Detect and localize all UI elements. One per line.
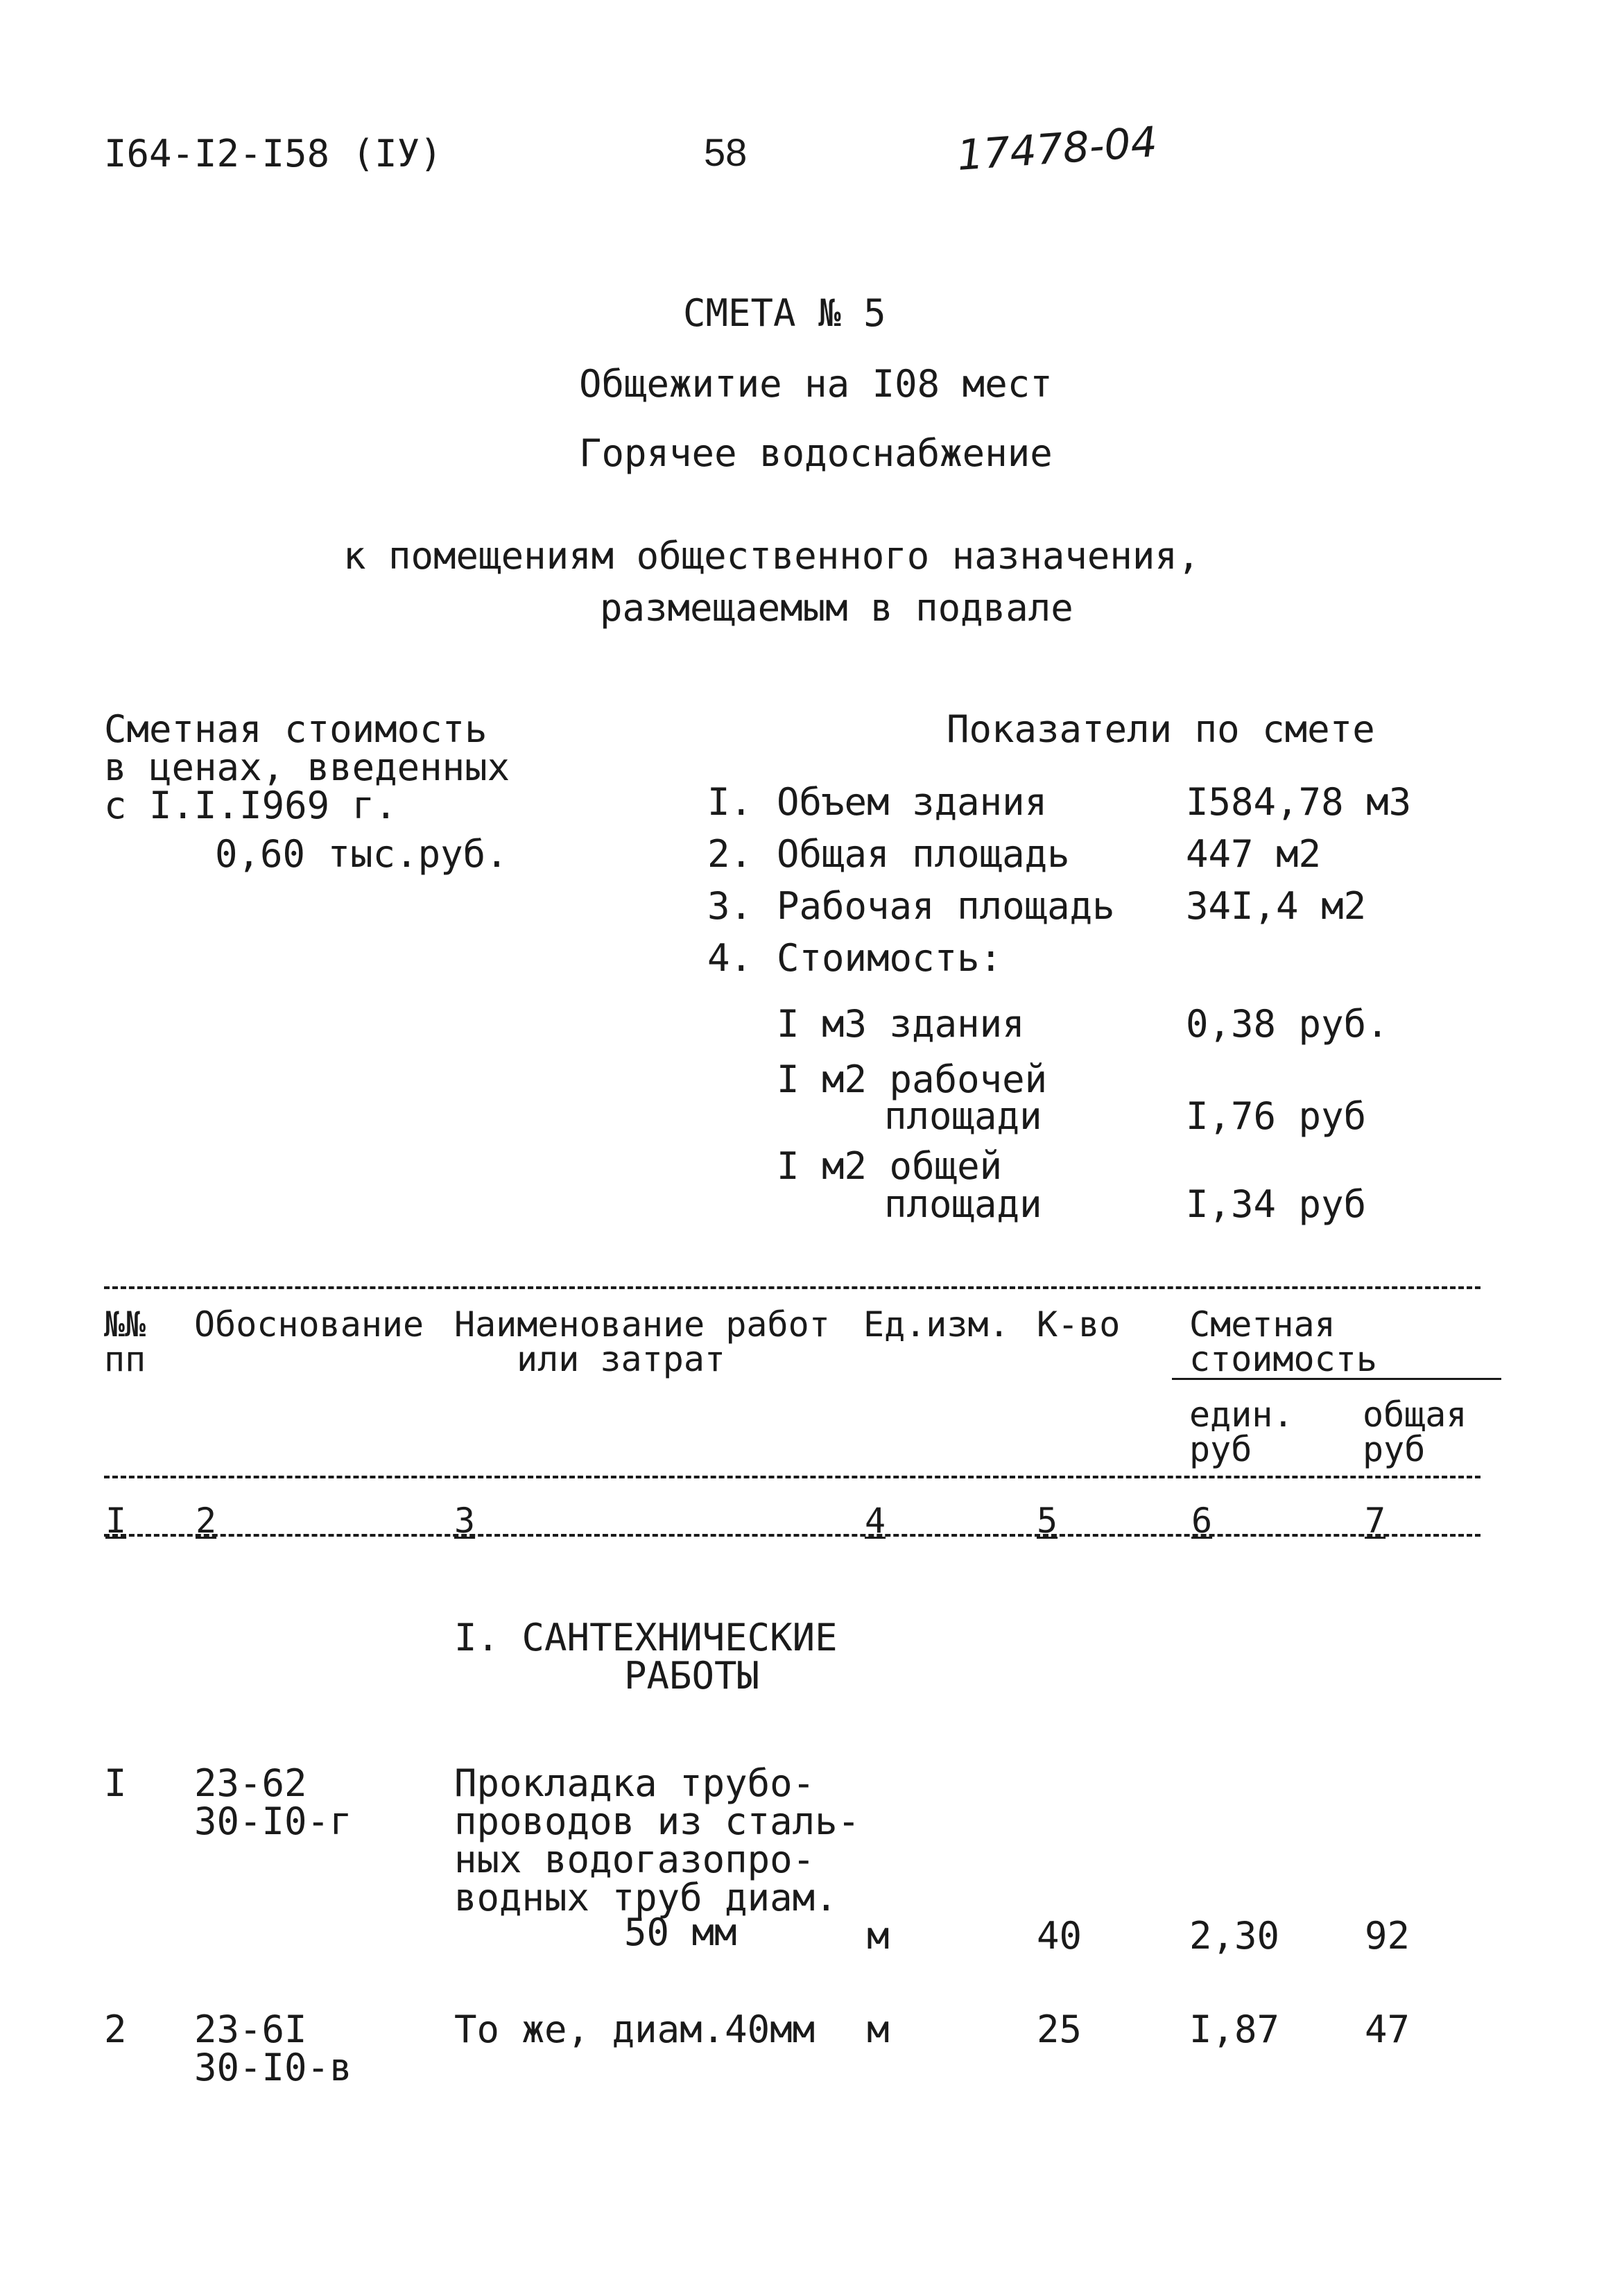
- cost-line-3: с I.I.I969 г.: [104, 784, 397, 827]
- scope-line-2: размещаемым в подвале: [600, 586, 1073, 630]
- row-qty: 40: [1037, 1914, 1082, 1958]
- row-num: 2: [104, 2008, 127, 2051]
- sub-indicator-label-2: площади: [884, 1182, 1042, 1226]
- col-header-name-1: Наименование работ: [454, 1304, 830, 1345]
- row-basis: 23-62: [194, 1761, 307, 1805]
- section-heading-2: РАБОТЫ: [624, 1654, 760, 1698]
- row-name: проводов из сталь-: [454, 1799, 861, 1843]
- page-number: 58: [704, 130, 748, 174]
- row-total-cost: 47: [1365, 2008, 1410, 2051]
- column-number: 5: [1037, 1501, 1058, 1541]
- table-top-rule: [104, 1286, 1481, 1289]
- row-name: Прокладка трубо-: [454, 1761, 815, 1805]
- col-header-cost-2: стоимость: [1189, 1339, 1377, 1379]
- col-header-num-2: пп: [104, 1339, 146, 1379]
- indicator-value: 447 м2: [1186, 832, 1322, 876]
- sub-indicator-label: I м2 рабочей: [777, 1058, 1048, 1101]
- object-title: Общежитие на I08 мест: [579, 362, 1053, 406]
- doc-code: I64-I2-I58 (IУ): [104, 132, 442, 175]
- column-number: 2: [196, 1501, 217, 1541]
- column-number: 7: [1365, 1501, 1386, 1541]
- sub-indicator-label-2: площади: [884, 1094, 1042, 1138]
- section-heading-1: I. САНТЕХНИЧЕСКИЕ: [454, 1616, 838, 1659]
- row-unit: м: [867, 1914, 890, 1958]
- column-number: 4: [865, 1501, 886, 1541]
- cost-value: 0,60 тыс.руб.: [215, 832, 508, 876]
- column-number: 6: [1191, 1501, 1213, 1541]
- indicators-heading: Показатели по смете: [947, 707, 1375, 751]
- sub-indicator-value: I,76 руб: [1186, 1094, 1367, 1138]
- row-name: То же, диам.40мм: [454, 2008, 815, 2051]
- row-name: ных водогазопро-: [454, 1838, 815, 1881]
- col-header-basis: Обоснование: [194, 1304, 424, 1345]
- col-header-qty: К-во: [1037, 1304, 1121, 1345]
- indicator-num: 4.: [707, 936, 753, 980]
- indicator-label: Рабочая площадь: [777, 884, 1115, 928]
- column-number: 3: [454, 1501, 476, 1541]
- estimate-title: СМЕТА № 5: [683, 291, 886, 335]
- column-numbers-rule: [104, 1534, 1481, 1537]
- cost-line-2: в ценах, введенных: [104, 745, 510, 789]
- row-basis: 30-I0-г: [194, 1799, 352, 1843]
- col-header-unit-cost-1: един.: [1189, 1395, 1294, 1435]
- table-header-rule: [104, 1476, 1481, 1478]
- indicator-num: 2.: [707, 832, 753, 876]
- row-unit-cost: 2,30: [1189, 1914, 1280, 1958]
- row-basis: 23-6I: [194, 2008, 307, 2051]
- sub-indicator-label: I м2 общей: [777, 1144, 1003, 1188]
- column-number: I: [105, 1501, 127, 1541]
- row-name: водных труб диам.: [454, 1876, 838, 1919]
- col-header-num-1: №№: [104, 1304, 146, 1345]
- indicator-num: I.: [707, 780, 753, 824]
- col-header-cost-1: Сметная: [1189, 1304, 1336, 1345]
- indicator-value: 34I,4 м2: [1186, 884, 1367, 928]
- row-qty: 25: [1037, 2008, 1082, 2051]
- system-title: Горячее водоснабжение: [579, 431, 1053, 475]
- col-header-total-cost-1: общая: [1363, 1395, 1467, 1435]
- row-num: I: [104, 1761, 127, 1805]
- col-header-name-2: или затрат: [517, 1339, 726, 1379]
- row-unit: м: [867, 2008, 890, 2051]
- sub-indicator-label: I м3 здания: [777, 1002, 1025, 1046]
- cost-header-underline: [1172, 1378, 1501, 1380]
- col-header-unit-cost-2: руб: [1189, 1429, 1252, 1469]
- row-name: 50 мм: [624, 1910, 737, 1954]
- indicator-label: Объем здания: [777, 780, 1048, 824]
- col-header-unit: Ед.изм.: [863, 1304, 1010, 1345]
- indicator-label: Общая площадь: [777, 832, 1070, 876]
- sub-indicator-value: 0,38 руб.: [1186, 1002, 1389, 1046]
- col-header-total-cost-2: руб: [1363, 1429, 1426, 1469]
- indicator-value: I584,78 м3: [1186, 780, 1412, 824]
- indicator-num: 3.: [707, 884, 753, 928]
- sub-indicator-value: I,34 руб: [1186, 1182, 1367, 1226]
- handwritten-number: 17478-04: [955, 118, 1159, 180]
- cost-line-1: Сметная стоимость: [104, 707, 487, 751]
- row-unit-cost: I,87: [1189, 2008, 1280, 2051]
- row-basis: 30-I0-в: [194, 2046, 352, 2089]
- row-total-cost: 92: [1365, 1914, 1410, 1958]
- scope-line-1: к помещениям общественного назначения,: [343, 534, 1200, 578]
- indicator-label: Стоимость:: [777, 936, 1003, 980]
